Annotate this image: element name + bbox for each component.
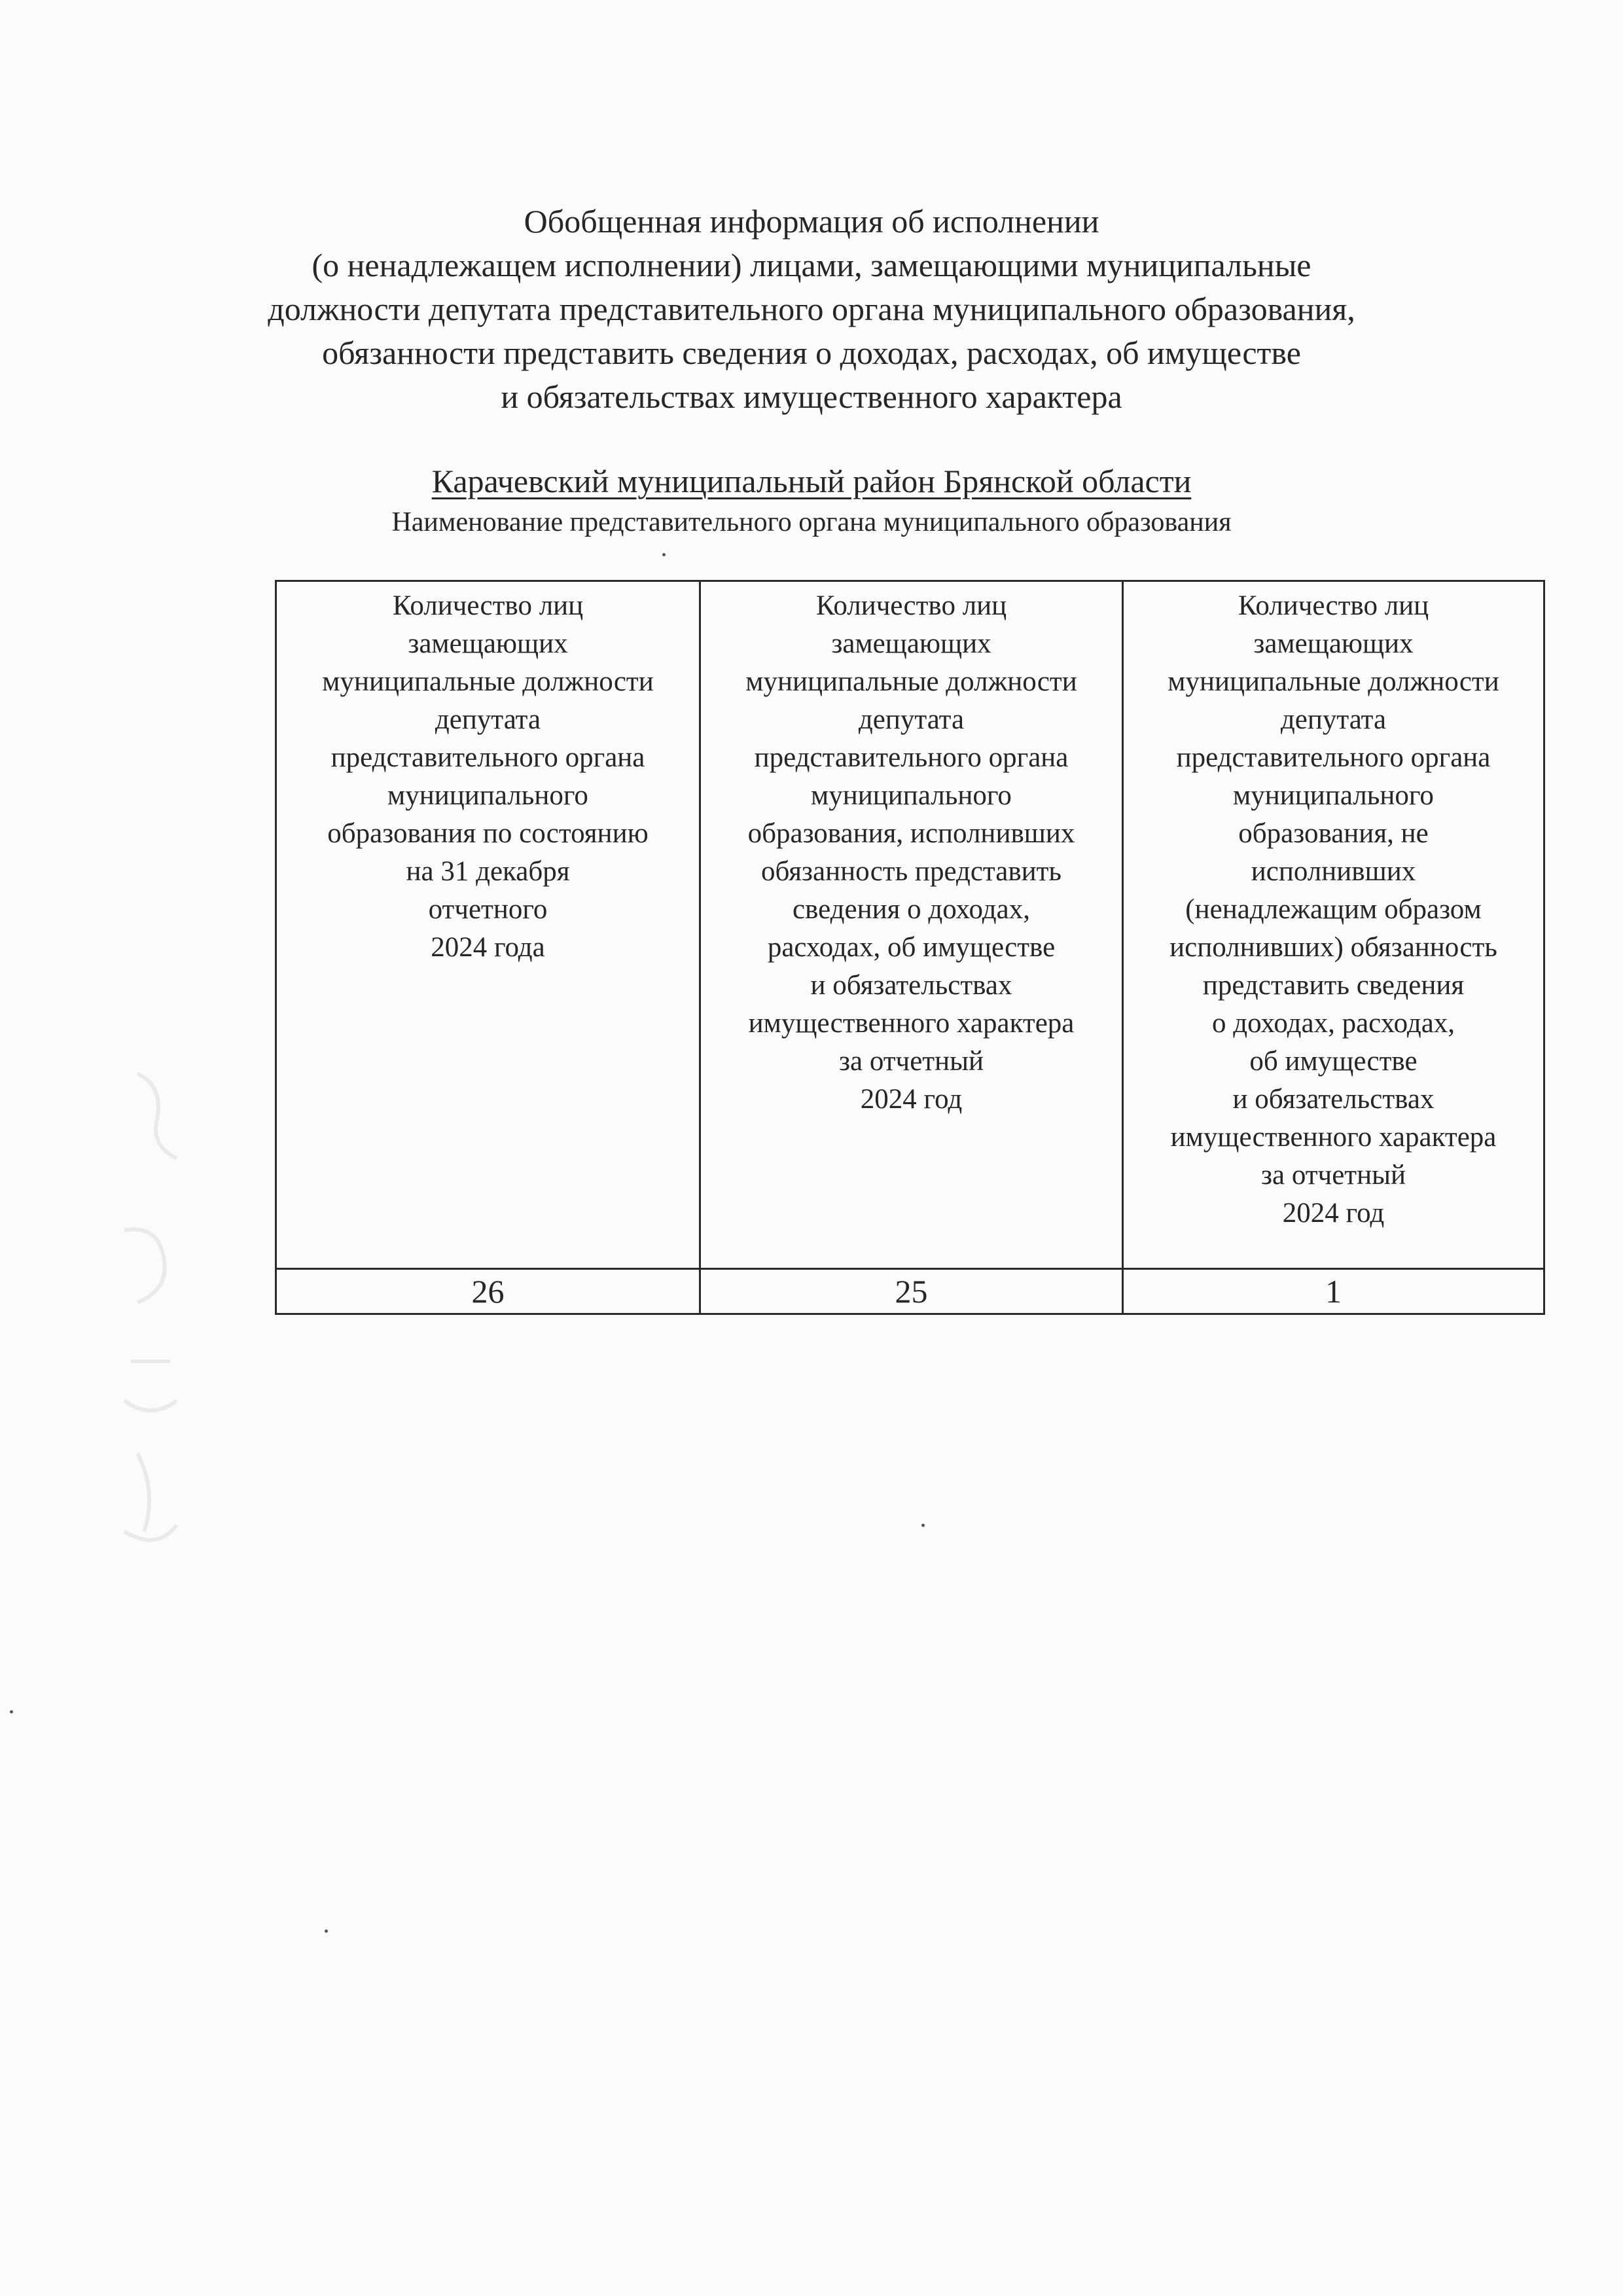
scan-speck — [10, 1710, 13, 1713]
scan-speck — [662, 553, 666, 556]
title-line: должности депутата представительного органа муниципального образования, — [268, 291, 1355, 327]
scan-speck — [921, 1524, 925, 1527]
report-table — [275, 580, 1545, 1315]
table-header-row — [276, 581, 1544, 1269]
title-line: (о ненадлежащем исполнении) лицами, замещающими муниципальные — [312, 247, 1311, 283]
header-cell-not-fulfilled: Количество лиц замещающих муниципальные должности депутата представительного органа муниципального образования, не исполнивших (ненадлежащим образом исполнивших) обязанность представить сведения о доходах, расходах, об имуществе и обязательствах имущественного характера за отчетный 2024 год — [1123, 581, 1544, 1269]
header-cell-fulfilled: Количество лиц замещающих муниципальные должности депутата представительного органа муниципального образования, исполнивших обязанность представить сведения о доходах, расходах, об имуществе и обязательствах имущественного характера за отчетный 2024 год — [700, 581, 1123, 1269]
bleed-through-mark — [98, 1034, 209, 1623]
value-cell-fulfilled: 25 — [700, 1269, 1123, 1314]
value-cell-not-fulfilled: 1 — [1123, 1269, 1544, 1314]
organization-name — [196, 461, 1427, 501]
title-line: Обобщенная информация об исполнении — [524, 203, 1099, 240]
header-cell-total: Количество лиц замещающих муниципальные должности депутата представительного органа муниципального образования по состоянию на 31 декабря отчетного 2024 года — [276, 581, 700, 1269]
title-line: обязанности представить сведения о доходах, расходах, об имуществе — [322, 334, 1301, 371]
title-line: и обязательствах имущественного характера — [501, 378, 1122, 415]
organization-name-text: Карачевский муниципальный район Брянской области — [431, 463, 1192, 499]
table-values-row — [276, 1269, 1544, 1314]
organization-caption: Наименование представительного органа муниципального образования — [391, 507, 1232, 537]
value-cell-total: 26 — [276, 1269, 700, 1314]
document-title — [196, 200, 1427, 419]
scan-speck — [325, 1929, 328, 1933]
